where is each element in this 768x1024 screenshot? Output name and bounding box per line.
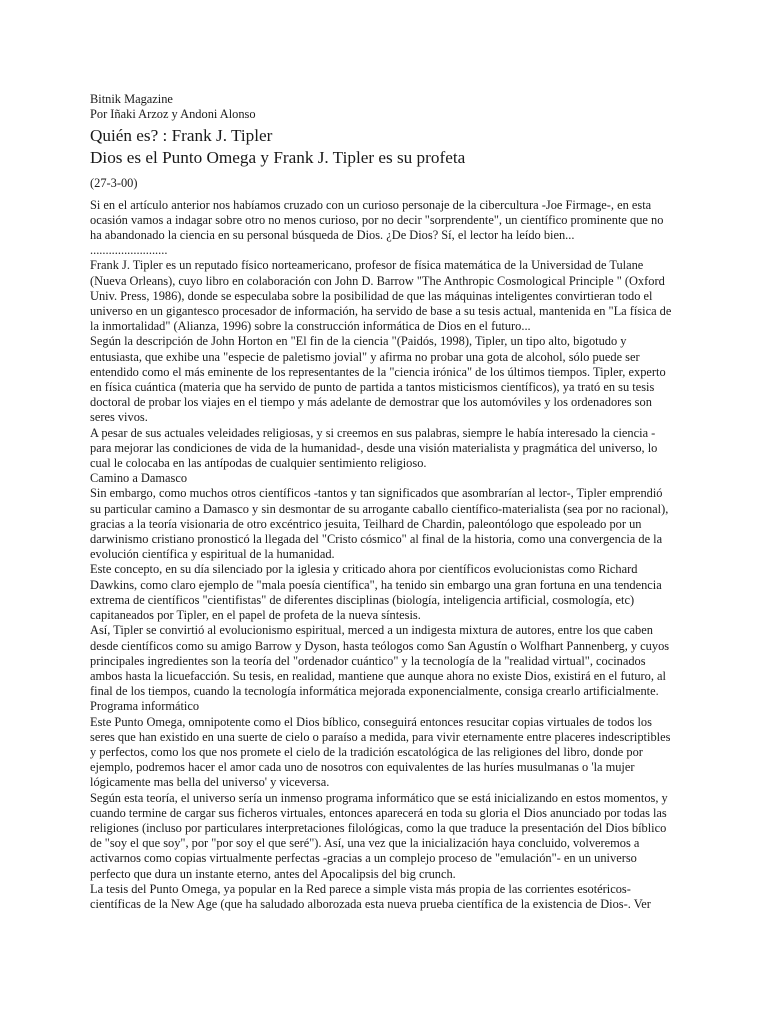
- paragraph-damasco: Sin embargo, como muchos otros científicos -tantos y tan significados que asombrarían al lector-, Tipler emprendió su particular camino a Damasco y sin desmontar de su arrogante caballo científico-materialista (sea por no racional), gracias a la teoría visionaria de otro excéntrico jesuita, Teilhard de Chardin, paleontólogo que espoleado por un darwinismo cristiano pronosticó la llegada del "Cristo cósmico" al final de la historia, como una convergencia de la evolución científica y espiritual de la humanidad.: [90, 486, 669, 562]
- article-subtitle: Dios es el Punto Omega y Frank J. Tipler es su profeta: [90, 147, 466, 167]
- article-date: (27-3-00): [90, 176, 138, 191]
- paragraph-horton: Según la descripción de John Horton en "El fin de la ciencia "(Paidós, 1998), Tipler, un tipo alto, bigotudo y entusiasta, que exhibe una "especie de paletismo jovial" y afirma no probar una gota de alcohol, sólo puede ser entendido como el más eminente de los representantes de la "ciencia irónica" de los últimos tiempos. Tipler, experto en física cuántica (materia que ha servido de punto de partida a tantos misticismos científicos), ya trató en su tesis doctoral de probar los viajes en el tiempo y más adelante de demostrar que los automóviles y los ordenadores son seres vivos.: [90, 334, 666, 425]
- paragraph-tipler-bio: Frank J. Tipler es un reputado físico norteamericano, profesor de física matemática de la Universidad de Tulane (Nueva Orleans), cuyo libro en colaboración con John D. Barrow "The Anthropic Cosmological Principle " (Oxford Univ. Press, 1986), donde se especulaba sobre la posibilidad de que las máquinas inteligentes convirtieran todo el universo en un gigantesco procesador de información, ha servido de base a su tesis actual, mantenida en "La física de la inmortalidad" (Alianza, 1996) sobre la construcción informática de Dios en el futuro...: [90, 258, 672, 334]
- paragraph-teoria: Según esta teoría, el universo sería un inmenso programa informático que se está inicializando en estos momentos, y cuando termine de cargar sus ficheros virtuales, entonces aparecerá en toda su gloria el Dios anunciado por todas las religiones (incluso por particulares interpretaciones filológicas, como la que traduce la presentación del Dios bíblico de "soy el que soy", por "por soy el que seré"). Así, una vez que la inicialización haya concluido, volveremos a activarnos como copias virtualmente perfectas -gracias a un complejo proceso de "emulación"- en un universo perfecto que dura un instante eterno, antes del Apocalipsis del big crunch.: [90, 790, 668, 881]
- article-body: [90, 198, 676, 913]
- article-titles: [90, 125, 676, 168]
- section-heading-damasco: Camino a Damasco: [90, 471, 188, 486]
- paragraph-concepto: Este concepto, en su día silenciado por la iglesia y criticado ahora por científicos evolucionistas como Richard Dawkins, como claro ejemplo de "mala poesía científica", ha tenido sin embargo una gran fortuna en una tendencia extrema de científicos "cientifistas" de diferentes disciplinas (biología, inteligencia artificial, cosmología, etc) capitaneados por Tipler, en el papel de profeta de la nueva síntesis.: [90, 562, 662, 623]
- article-header: [90, 92, 676, 122]
- publication-name: Bitnik Magazine: [90, 92, 173, 106]
- paragraph-evolucionismo: Así, Tipler se convirtió al evolucionismo espiritual, merced a un indigesta mixtura de autores, entre los que caben desde científicos como su amigo Barrow y Dyson, hasta teólogos como San Agustín o Wolfhart Pannenberg, y cuyos principales ingredientes son la teoría del "ordenador cuántico" y la tecnología de la "realidad virtual", cocinados ambos hasta la licuefacción. Su tesis, en realidad, mantiene que aunque ahora no existe Dios, existirá en el futuro, al final de los tiempos, cuando la tecnología informática mejorada exponencialmente, consiga crearlo artificialmente.: [90, 623, 670, 699]
- paragraph-intro: Si en el artículo anterior nos habíamos cruzado con un curioso personaje de la cibercultura -Joe Firmage-, en esta ocasión vamos a indagar sobre otro no menos curioso, por no decir "sorprendente", un científico prominente que no ha abandonado la ciencia en su personal búsqueda de Dios. ¿De Dios? Sí, el lector ha leído bien...: [90, 197, 664, 243]
- article-title: Quién es? : Frank J. Tipler: [90, 126, 273, 146]
- article-authors: Por Iñaki Arzoz y Andoni Alonso: [90, 107, 256, 122]
- section-heading-programa: Programa informático: [90, 699, 200, 714]
- paragraph-punto-omega: Este Punto Omega, omnipotente como el Dios bíblico, conseguirá entonces resucitar copias virtuales de todos los seres que han existido en una suerte de cielo o paraíso a medida, para vivir eternamente entre placeres indescriptibles y perfectos, como los que nos promete el cielo de la tradición escatológica de las religiones del libro, donde por ejemplo, podremos hacer el amor cada uno de nosotros con equivalentes de las huríes musulmanas o 'la mujer lógicamente mas bella del universo' y viceversa.: [90, 714, 671, 790]
- paragraph-religious: A pesar de sus actuales veleidades religiosas, y si creemos en sus palabras, siempre le había interesado la ciencia - para mejorar las condiciones de vida de la humanidad-, desde una visión materialista y pragmática del universo, lo cual le colocaba en las antípodas de cualquier sentimiento religioso.: [90, 425, 658, 471]
- separator-dots: .........................: [90, 243, 168, 258]
- article-content: [90, 92, 676, 912]
- paragraph-tesis: La tesis del Punto Omega, ya popular en la Red parece a simple vista más propia de las corrientes esotéricos-científicas de la New Age (que ha saludado alborozada esta nueva prueba científica de la existencia de Dios-. Ver: [90, 881, 651, 911]
